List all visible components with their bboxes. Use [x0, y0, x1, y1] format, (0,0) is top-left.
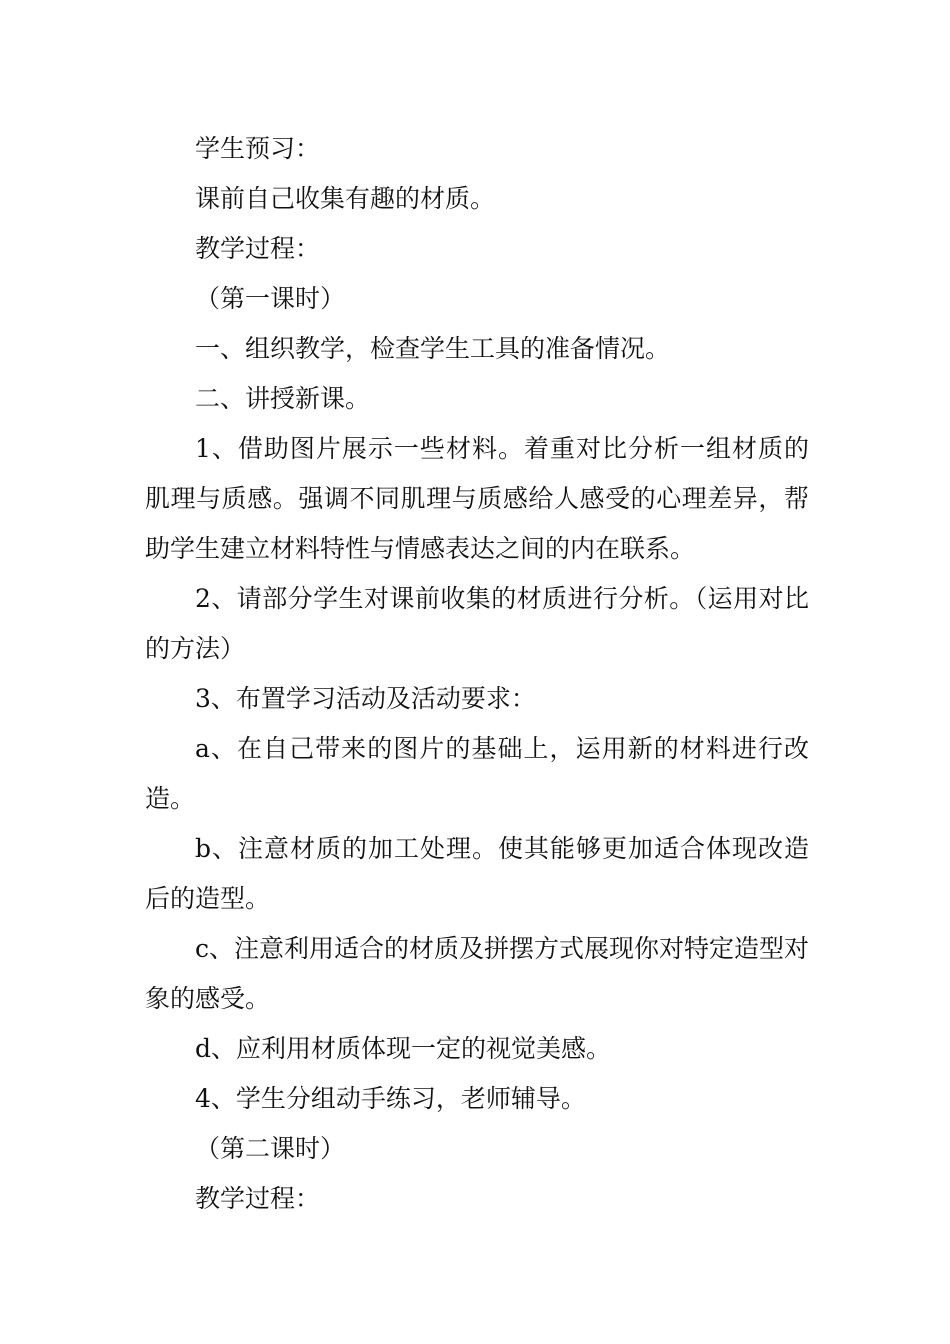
paragraph-item-2: 2、请部分学生对课前收集的材质进行分析。（运用对比的方法）	[145, 584, 809, 663]
paragraph-item-4: 4、学生分组动手练习，老师辅导。	[195, 1084, 586, 1113]
paragraph-item-b: b、注意材质的加工处理。使其能够更加适合体现改造后的造型。	[145, 834, 809, 913]
paragraph-item-a: a、在自己带来的图片的基础上，运用新的材料进行改造。	[145, 734, 809, 813]
paragraph-step-one: 一、组织教学，检查学生工具的准备情况。	[195, 334, 671, 363]
paragraph-item-1: 1、借助图片展示一些材料。着重对比分析一组材质的肌理与质感。强调不同肌理与质感给人感受的心理差异，帮助学生建立材料特性与情感表达之间的内在联系。	[145, 434, 809, 563]
paragraph-item-3: 3、布置学习活动及活动要求：	[195, 684, 536, 713]
paragraph-first-lesson: （第一课时）	[195, 284, 346, 313]
paragraph-second-lesson: （第二课时）	[195, 1134, 346, 1163]
paragraph-student-preview-text: 课前自己收集有趣的材质。	[195, 184, 496, 213]
paragraph-student-preview-heading: 学生预习：	[195, 134, 321, 163]
paragraph-step-two: 二、讲授新课。	[195, 384, 371, 413]
document-body	[145, 124, 809, 1224]
paragraph-item-c: c、注意利用适合的材质及拼摆方式展现你对特定造型对象的感受。	[145, 934, 810, 1013]
paragraph-item-d: d、应利用材质体现一定的视觉美感。	[195, 1034, 612, 1063]
paragraph-teaching-process-heading-2: 教学过程：	[195, 1184, 321, 1213]
paragraph-teaching-process-heading: 教学过程：	[195, 234, 321, 263]
